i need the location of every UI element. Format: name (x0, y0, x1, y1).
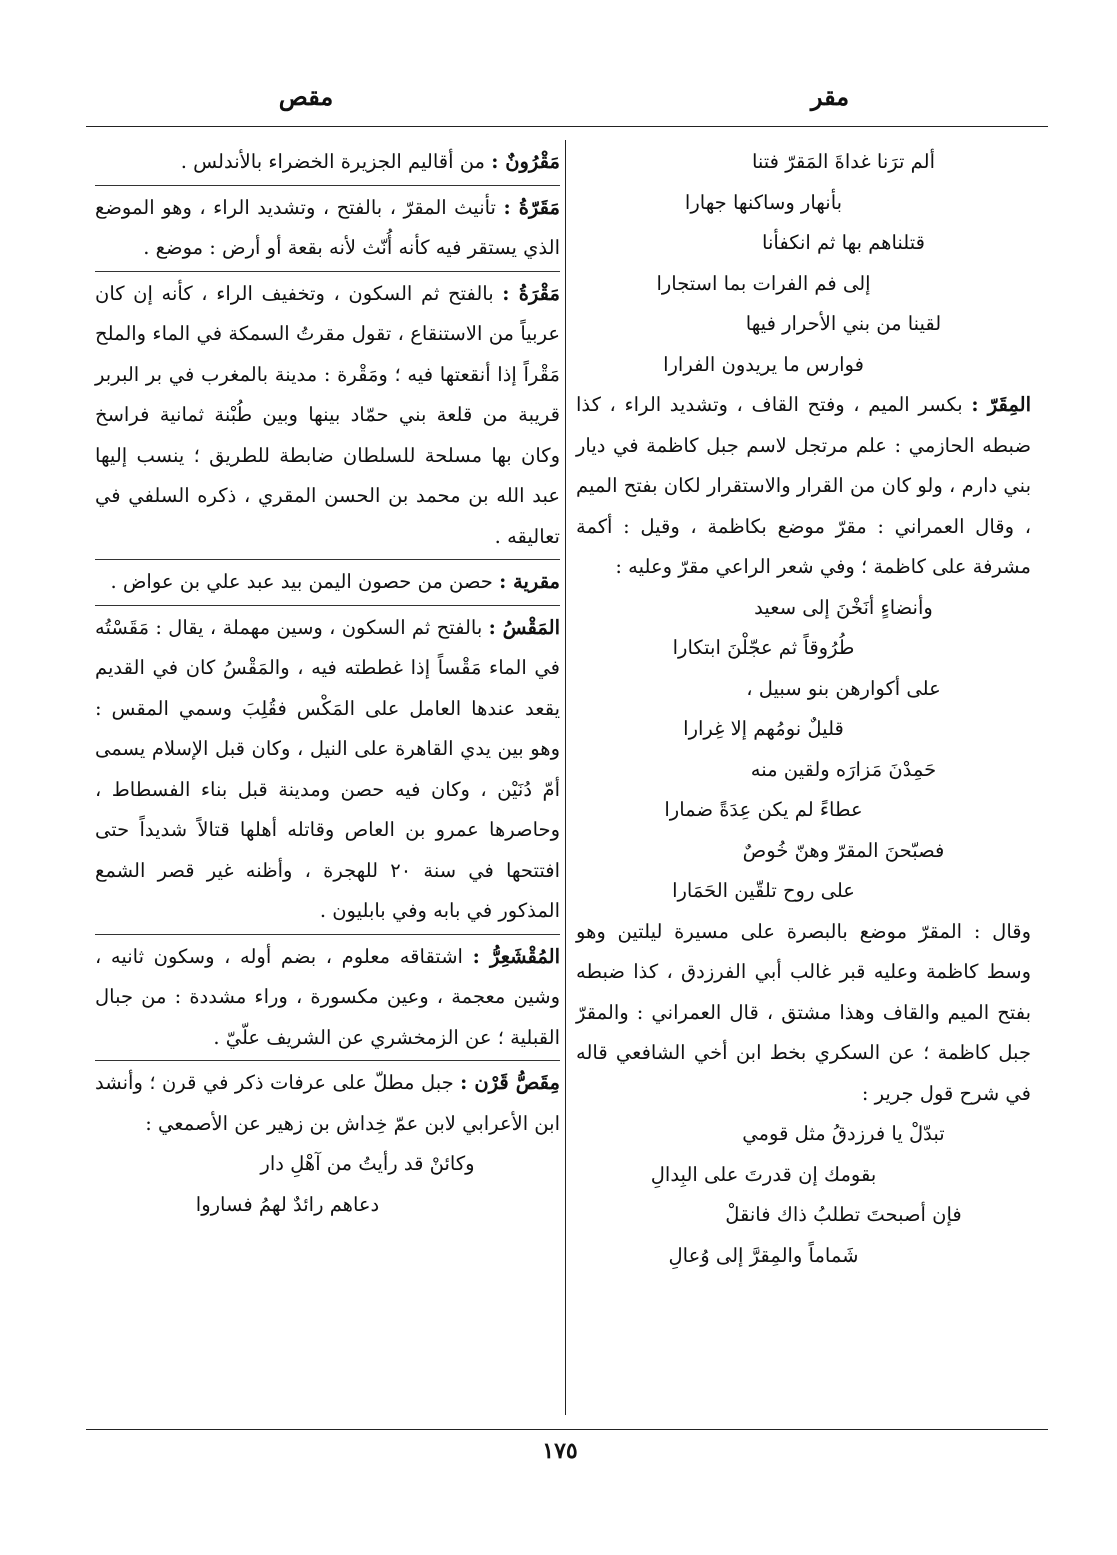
header-left-word: مقص (278, 82, 334, 111)
poem-line: قليلٌ نومُهم إلا غِرارا (683, 717, 844, 740)
poem-line: بأنهار وساكنها جهارا (684, 190, 843, 214)
poem-line: فصبّحنَ المقرّ وهنّ خُوصٌ (742, 838, 945, 862)
entry-term: المِقَرّ : (971, 393, 1031, 416)
entry-maqarra (95, 185, 560, 269)
entry-al-muqshair (95, 934, 560, 1059)
poem-line: لقينا من بني الأحرار فيها (745, 312, 942, 335)
entry-paragraph: وقال : المقرّ موضع بالبصرة على مسيرة ليلتين وهو وسط كاظمة وعليه قبر غالب أبي الفرزدق ، كذا ضبطه بفتح الميم والقاف وهذا مشتق ، قال العمراني : والمقرّ جبل كاظمة ؛ عن السكري بخط ابن أخي الشافعي قاله في شرح قول جرير : (576, 919, 1031, 1105)
poem-line: فوارس ما يريدون الفرارا (663, 352, 864, 376)
bottom-rule (86, 1429, 1048, 1430)
entry-al-miqarr (576, 385, 1031, 1276)
poem-line: حَمِدْنَ مَزارَه ولقين منه (750, 757, 937, 781)
poem-line: دعاهم رائدٌ لهمُ فساروا (195, 1192, 380, 1216)
entry-term: مِقَصُّ قَرْن : (460, 1071, 560, 1094)
entry-miqass-qarn (95, 1060, 560, 1225)
poem-line: تبدّلْ يا فرزدقُ مثل قومي (742, 1122, 945, 1145)
poem-line: قتلناهم بها ثم انكفأنا (762, 231, 925, 254)
header-right-word: مقر (810, 82, 850, 111)
entry-term: المَقْسُ : (488, 615, 560, 639)
poem-line: فإن أصبحتَ تطلبُ ذاك فانقلْ (725, 1203, 962, 1226)
entry-term: مَقْرُونٌ : (491, 150, 560, 173)
poem-4 (95, 1144, 560, 1225)
poem-line: وكائنْ قد رأيتُ من آهْلِ دار (260, 1152, 475, 1175)
entry-text: جبل مطلّ على عرفات ذكر في قرن ؛ وأنشد ابن الأعرابي لابن عمّ خِداش بن زهير عن الأصمعي : (95, 1071, 560, 1135)
poem-2 (576, 588, 1031, 912)
entry-al-maqs (95, 605, 560, 932)
entry-term: مقرية : (499, 570, 560, 593)
entry-text: من أقاليم الجزيرة الخضراء بالأندلس . (180, 150, 485, 173)
poem-line: عطاءً لم يكن عِدَةً ضمارا (664, 798, 863, 821)
poem-line: على أكوارهن بنو سبيل ، (746, 676, 941, 700)
entry-maqra (95, 271, 560, 558)
poem-line: وأنضاءٍ أنَخْنَ إلى سعيد (754, 595, 933, 619)
entry-text: تأنيث المقرّ ، بالفتح ، وتشديد الراء ، وهو الموضع الذي يستقر فيه كأنه أُنّث لأنه بقعة أو أرض : موضع . (95, 195, 560, 259)
poem-line: إلى فم الفرات بما استجارا (656, 271, 871, 295)
column-divider (565, 140, 566, 1415)
entry-text: بكسر الميم ، وفتح القاف ، وتشديد الراء ، كذا ضبطه الحازمي : علم مرتجل لاسم جبل كاظمة في ديار بني دارم ، ولو كان من القرار والاستقرار لكان بفتح الميم ، وقال العمراني : مقرّ موضع بكاظمة ، وقيل : أكمة مشرفة على كاظمة ؛ وفي شعر الراعي مقرّ وعليه : (576, 393, 1031, 578)
poem-3 (576, 1114, 1031, 1276)
poem-line: ألم ترَنا غداةَ المَقرّ فتنا (751, 150, 936, 173)
entry-text: اشتقاقه معلوم ، بضم أوله ، وسكون ثانيه ، وشين معجمة ، وعين مكسورة ، وراء مشددة : من جبال القبلية ؛ عن الزمخشري عن الشريف علّيّ . (95, 944, 560, 1049)
entry-maqrun (95, 142, 560, 183)
poem-line: على روح تلقّين الحَمَارا (672, 879, 855, 902)
left-column (95, 142, 560, 1225)
poem-line: بقومك إن قدرتَ على البِدالِ (650, 1162, 877, 1186)
top-rule (86, 126, 1048, 127)
entry-term: المُقْشَعِرُّ : (472, 944, 561, 968)
poem-1 (576, 142, 1031, 385)
right-column (576, 142, 1031, 1276)
entry-text: بالفتح ثم السكون ، وتخفيف الراء ، كأنه إن كان عربياً من الاستنقاع ، تقول مقرتُ السمكة في الماء والملح مَقْراً إذا أنقعتها فيه ؛ ومَقْرة : مدينة بالمغرب في بر البربر قريبة من قلعة بني حمّاد بينها وبين طُبْنة ثمانية فراسخ وكان بها مسلحة للسلطان ضابطة للطريق ؛ ينسب إليها عبد الله بن محمد بن الحسن المقري ، ذكره السلفي في تعاليقه . (95, 281, 560, 548)
poem-line: شَماماً والمِقرَّ إلى وُعالِ (668, 1243, 859, 1267)
entry-term: مَقَرّةُ : (503, 195, 560, 219)
entry-text: بالفتح ثم السكون ، وسين مهملة ، يقال : مَقَسْتُه في الماء مَقْساً إذا غططته فيه ، والمَقْسُ كان في القديم يقعد عندها العامل على المَكْس فقُلِبَ وسمي المقس : وهو بين يدي القاهرة على النيل ، وكان قبل الإسلام يسمى أمّ دُنَيْن ، وكان فيه حصن ومدينة قبل بناء الفسطاط ، وحاصرها عمرو بن العاص وقاتله أهلها قتالاً شديداً حتى افتتحها في سنة ٢٠ للهجرة ، وأظنه غير قصر الشمع المذكور في بابه وفي بابليون . (95, 615, 560, 922)
poem-line: طُرُوقاً ثم عجّلْنَ ابتكارا (672, 636, 855, 659)
entry-maqriya (95, 559, 560, 603)
page-number: ١٧٥ (542, 1438, 578, 1464)
entry-term: مَقْرَةُ : (502, 281, 560, 305)
entry-text: حصن من حصون اليمن بيد عبد علي بن عواض . (110, 570, 493, 593)
